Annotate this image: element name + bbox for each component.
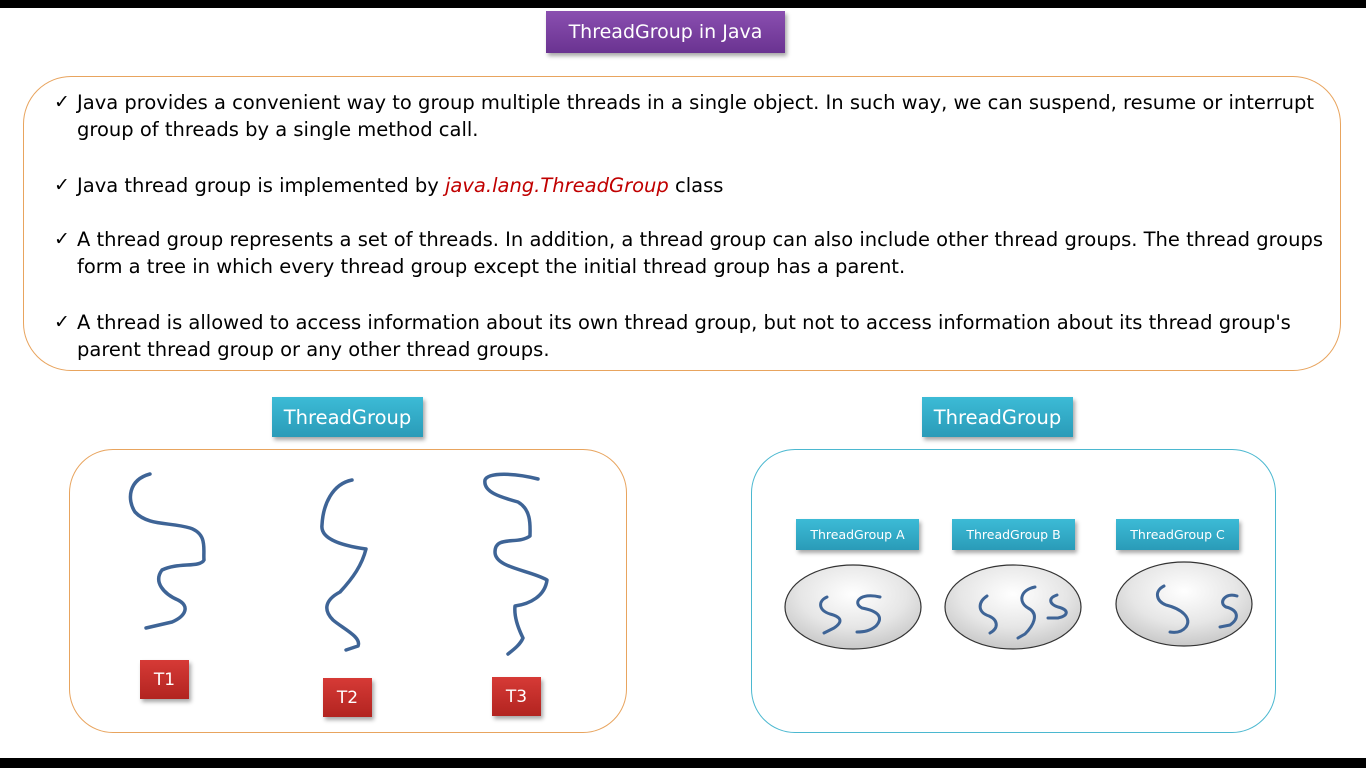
subgroup-label-c: ThreadGroup C xyxy=(1116,519,1239,550)
bullet-text xyxy=(77,172,1324,199)
threadgroup-label-left: ThreadGroup xyxy=(272,397,423,437)
thread-label-t3: T3 xyxy=(492,677,541,716)
subgroup-label-a: ThreadGroup A xyxy=(796,519,919,550)
check-icon: ✓ xyxy=(54,228,70,250)
bullet-text-before: Java thread group is implemented by xyxy=(77,174,446,197)
check-icon: ✓ xyxy=(54,91,70,113)
bullet-1 xyxy=(54,89,1324,143)
thread-label-t2: T2 xyxy=(323,678,372,717)
threadgroup-label-right: ThreadGroup xyxy=(922,397,1073,437)
bullet-2 xyxy=(54,172,1324,199)
top-bar xyxy=(0,0,1366,8)
bottom-bar xyxy=(0,758,1366,768)
bullet-3 xyxy=(54,226,1324,280)
class-name-highlight: java.lang.ThreadGroup xyxy=(445,174,669,197)
check-icon: ✓ xyxy=(54,311,70,333)
threadgroup-box-right xyxy=(751,449,1276,733)
bullet-4 xyxy=(54,309,1324,363)
check-icon: ✓ xyxy=(54,174,70,196)
bullet-text: A thread group represents a set of threads. In addition, a thread group can also include other thread groups. The thread groups form a tree in which every thread group except the initial thread group has a parent. xyxy=(77,228,1324,278)
bullet-text: Java provides a convenient way to group multiple threads in a single object. In such way, we can suspend, resume or interrupt group of threads by a single method call. xyxy=(77,91,1314,141)
slide-title: ThreadGroup in Java xyxy=(546,11,785,53)
thread-label-t1: T1 xyxy=(140,660,189,699)
subgroup-label-b: ThreadGroup B xyxy=(952,519,1075,550)
bullet-text-after: class xyxy=(668,174,724,197)
bullet-text: A thread is allowed to access information about its own thread group, but not to access information about its thread group's parent thread group or any other thread groups. xyxy=(77,311,1291,361)
